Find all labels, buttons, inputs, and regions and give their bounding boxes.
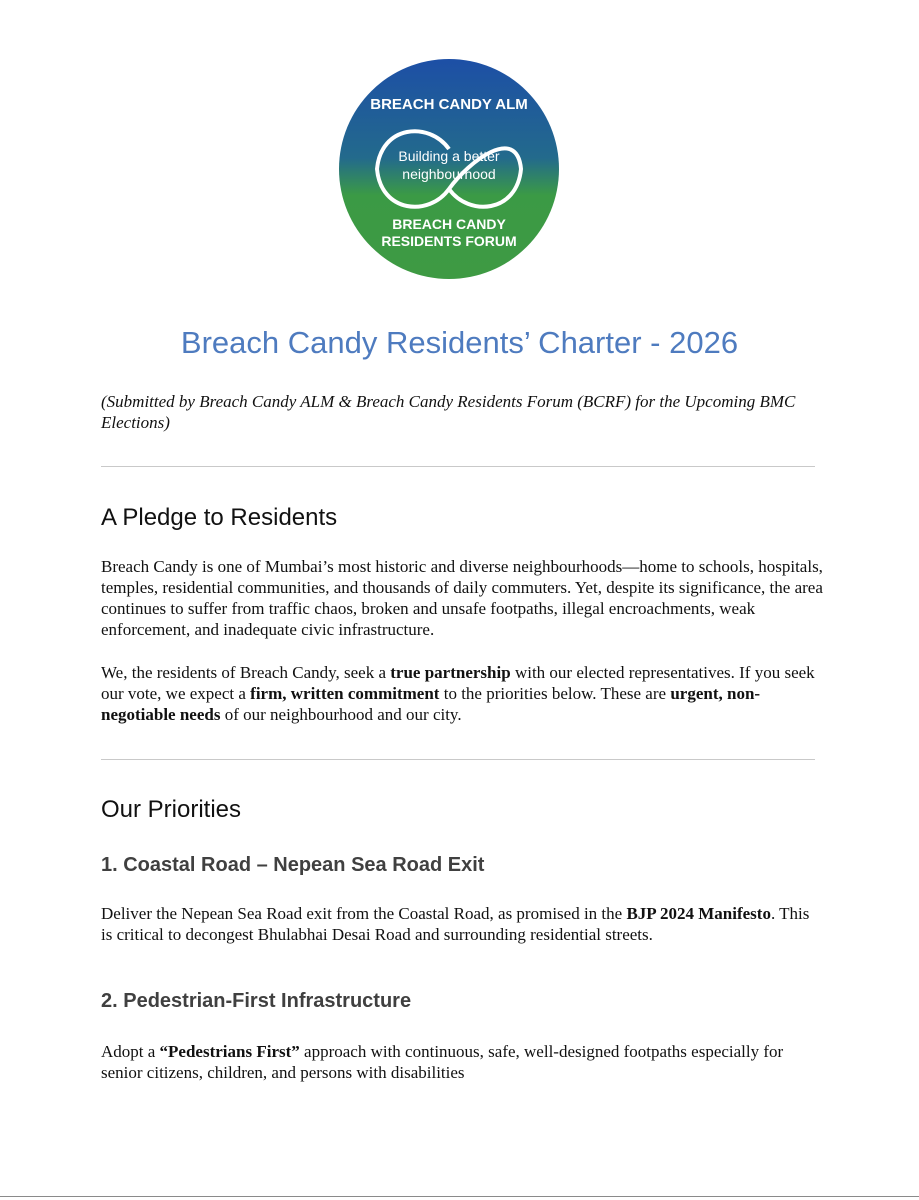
document-title: Breach Candy Residents’ Charter - 2026	[180, 325, 739, 360]
document-subtitle: (Submitted by Breach Candy ALM & Breach Candy Residents Forum (BCRF) for the Upcoming BMC Elections)	[101, 392, 796, 432]
logo-bottom-line2: RESIDENTS FORUM	[381, 233, 517, 249]
priority-description: Adopt a “Pedestrians First” approach with continuous, safe, well-designed footpaths especially for senior citizens, children, and persons with disabilities	[101, 1042, 784, 1082]
logo-top-text: BREACH CANDY ALM	[370, 96, 528, 113]
priorities-heading: Our Priorities	[101, 796, 242, 823]
divider	[101, 759, 815, 760]
priority-description: Deliver the Nepean Sea Road exit from the Coastal Road, as promised in the BJP 2024 Manifesto. This is critical to decongest Bhulabhai Desai Road and surrounding residential streets.	[101, 904, 810, 944]
logo-center-line1: Building a better	[398, 148, 500, 164]
pledge-heading: A Pledge to Residents	[101, 504, 338, 531]
page-edge	[0, 1196, 919, 1197]
bold-text: true partnership	[390, 663, 511, 682]
logo-center-line2: neighbourhood	[402, 166, 496, 182]
breach-candy-logo	[339, 59, 559, 279]
pledge-paragraph-1: Breach Candy is one of Mumbai’s most historic and diverse neighbourhoods—home to schools, hospitals, temples, residential communities, and thousands of daily commuters. Yet, despite its significance, the area continues to suffer from traffic chaos, broken and unsafe footpaths, illegal encroachments, weak enforcement, and inadequate civic infrastructure.	[101, 557, 823, 639]
bold-text: “Pedestrians First”	[159, 1042, 300, 1061]
divider	[101, 466, 815, 467]
bold-text: urgent, non-negotiable needs	[101, 684, 761, 724]
pledge-paragraph-2: We, the residents of Breach Candy, seek a true partnership with our elected representatives. If you seek our vote, we expect a firm, written commitment to the priorities below. These are urgent, non-negotiable needs of our neighbourhood and our city.	[101, 663, 815, 724]
priority-title: 1. Coastal Road – Nepean Sea Road Exit	[101, 854, 485, 876]
bold-text: firm, written commitment	[250, 684, 440, 703]
priority-title: 2. Pedestrian-First Infrastructure	[101, 990, 412, 1012]
bold-text: BJP 2024 Manifesto	[626, 904, 771, 923]
logo-bottom-line1: BREACH CANDY	[392, 216, 506, 232]
